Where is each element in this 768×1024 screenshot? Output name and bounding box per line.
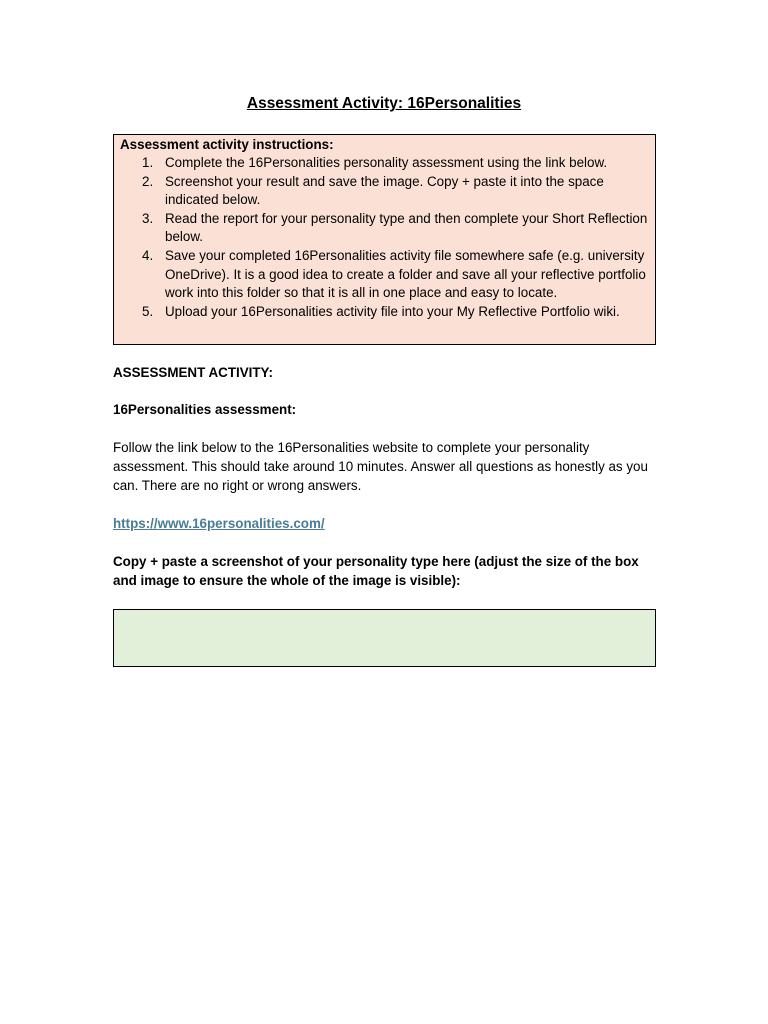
instructions-heading: Assessment activity instructions: bbox=[120, 137, 334, 152]
instructions-box bbox=[113, 134, 656, 345]
instruction-text: Screenshot your result and save the image. Copy + paste it into the space indicated below. bbox=[165, 173, 604, 208]
instruction-text: Complete the 16Personalities personality assessment using the link below. bbox=[165, 155, 608, 170]
personalities-assessment-heading: 16Personalities assessment: bbox=[113, 402, 297, 417]
personalities-website-link[interactable]: https://www.16personalities.com/ bbox=[113, 516, 325, 531]
paste-screenshot-instruction: Copy + paste a screenshot of your personality type here (adjust the size of the box and image to ensure the whole of the image is visible): bbox=[113, 554, 639, 588]
assessment-activity-heading: ASSESSMENT ACTIVITY: bbox=[113, 365, 273, 380]
instruction-item bbox=[120, 210, 650, 247]
instruction-item bbox=[120, 154, 650, 173]
instruction-item bbox=[120, 247, 650, 303]
instruction-item bbox=[120, 303, 650, 322]
instruction-text: Save your completed 16Personalities activity file somewhere safe (e.g. university OneDrive). It is a good idea to create a folder and save all your reflective portfolio work into this folder so that it is all in one place and easy to locate. bbox=[165, 247, 646, 301]
instruction-item bbox=[120, 173, 650, 210]
instruction-text: Read the report for your personality type and then complete your Short Reflection below. bbox=[165, 210, 648, 245]
instruction-number: 4. bbox=[142, 247, 154, 263]
follow-link-paragraph: Follow the link below to the 16Personalities website to complete your personality assessment. This should take around 10 minutes. Answer all questions as honestly as you can. There are no right or wrong answers. bbox=[113, 440, 648, 493]
document-title: Assessment Activity: 16Personalities bbox=[246, 95, 522, 112]
instruction-number: 1. bbox=[142, 155, 154, 170]
screenshot-paste-box[interactable] bbox=[113, 609, 656, 667]
instruction-number: 3. bbox=[142, 210, 154, 226]
instruction-number: 5. bbox=[142, 303, 154, 319]
instruction-number: 2. bbox=[142, 173, 154, 189]
instruction-text: Upload your 16Personalities activity file into your My Reflective Portfolio wiki. bbox=[165, 303, 620, 319]
instructions-list bbox=[120, 154, 650, 321]
